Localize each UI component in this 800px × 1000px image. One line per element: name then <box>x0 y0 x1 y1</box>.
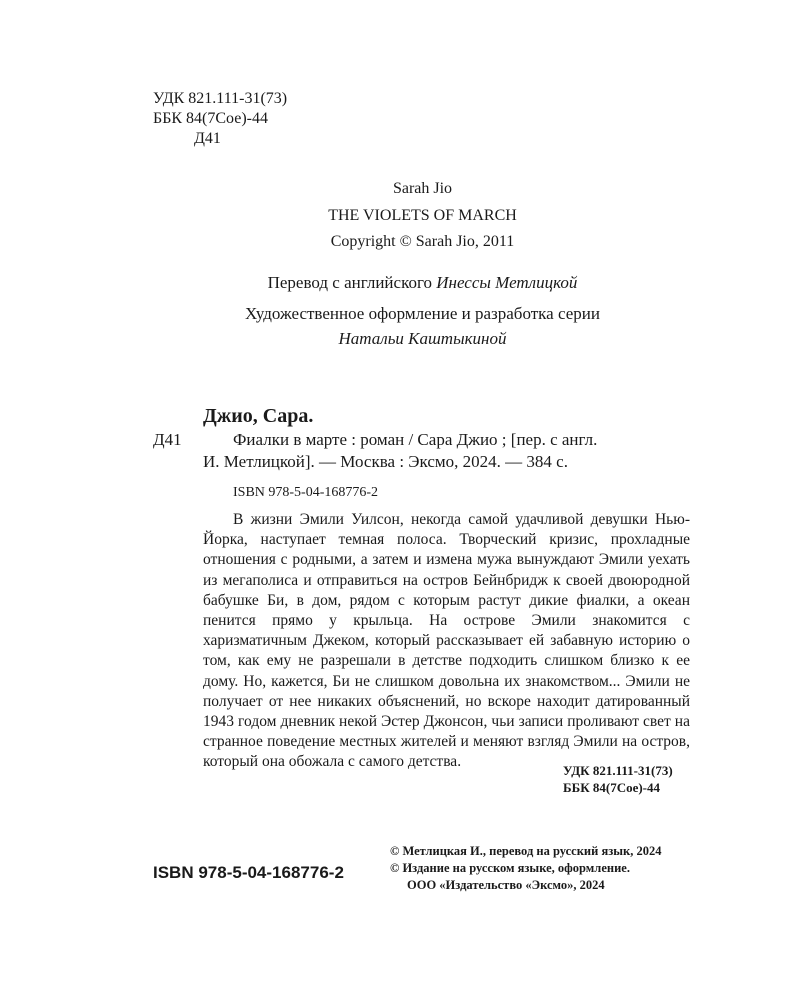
isbn-main: ISBN 978-5-04-168776-2 <box>153 863 344 882</box>
design-credit-label: Художественное оформление и разработка серии <box>245 304 600 323</box>
translation-credit <box>0 273 800 293</box>
classification-codes <box>153 89 287 149</box>
copyright-line-translation: © Метлицкая И., перевод на русский язык, 2024 <box>390 844 662 858</box>
catalog-isbn: ISBN 978-5-04-168776-2 <box>233 485 379 500</box>
classification-codes-right <box>563 762 673 796</box>
translation-prefix: Перевод с английского <box>267 273 433 292</box>
original-title: THE VIOLETS OF MARCH <box>328 207 517 224</box>
catalog-description-line1: Фиалки в марте : роман / Сара Джио ; [пер. с англ. <box>233 430 598 449</box>
udk-code-right: УДК 821.111-31(73) <box>563 763 673 778</box>
copyright-line-publisher: ООО «Издательство «Эксмо», 2024 <box>407 878 605 892</box>
book-annotation: В жизни Эмили Уилсон, некогда самой удачливой девушки Нью-Йорка, наступает темная полоса. Творческий кризис, прохладные отношения с родными, а затем и измена мужа вынуждают Эмили уехать из мегаполиса и отправиться на остров Бейнбридж к своей двоюродной бабушке Би, в дом, рядом с которым растут дикие фиалки, а океан пенится прямо у крыльца. На острове Эмили знакомится с харизматичным Джеком, который рассказывает ей забавную историю о том, как ему не разрешали в детстве подходить слишком близко к ее дому. Но, кажется, Би не слишком довольна их знакомством... Эмили не получает от нее никаких объяснений, но вскоре находит датированный 1943 годом дневник некой Эстер Джонсон, чьи записи проливают свет на странное поведение местных жителей и меняют взгляд Эмили на остров, который она обожала с самого детства. <box>203 511 690 771</box>
original-copyright: Copyright © Sarah Jio, 2011 <box>330 233 515 250</box>
designer-name: Натальи Каштыкиной <box>338 329 507 348</box>
catalog-code: Д41 <box>153 430 182 449</box>
bbk-code: ББК 84(7Сое)-44 <box>153 110 268 127</box>
copyright-line-edition: © Издание на русском языке, оформление. <box>390 861 630 875</box>
copyright-block <box>390 843 661 894</box>
udk-code: УДК 821.111-31(73) <box>153 90 288 107</box>
catalog-author-heading: Джио, Сара. <box>203 405 314 427</box>
original-author: Sarah Jio <box>392 180 453 197</box>
translator-name: Инессы Метлицкой <box>436 273 578 292</box>
bbk-code-right: ББК 84(7Сое)-44 <box>563 780 661 795</box>
author-sign: Д41 <box>194 130 221 147</box>
catalog-description-line2: И. Метлицкой]. — Москва : Эксмо, 2024. — 384 с. <box>203 452 568 471</box>
